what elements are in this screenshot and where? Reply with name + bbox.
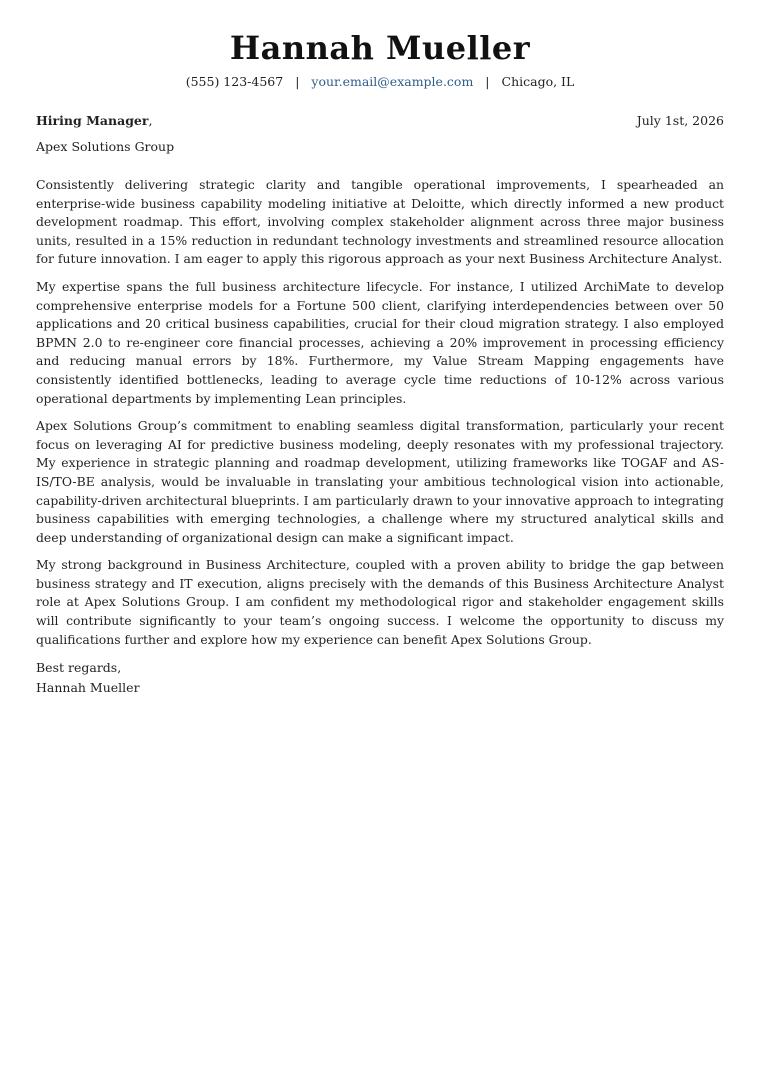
contact-separator: | — [485, 74, 490, 89]
recipient-comma: , — [148, 113, 153, 128]
letter-header — [36, 28, 724, 90]
contact-line — [36, 74, 724, 90]
letter-date: July 1st, 2026 — [636, 113, 724, 128]
phone-number: (555) 123-4567 — [185, 74, 284, 89]
recipient-title — [36, 112, 152, 130]
closing-signature: Hannah Mueller — [36, 680, 140, 696]
body-paragraph: Apex Solutions Group’s commitment to enabling seamless digital transformation, particularly your recent focus on leveraging AI for predictive business modeling, deeply resonates with my professional trajectory. My experience in strategic planning and roadmap development, utilizing frameworks like TOGAF and AS-IS/TO-BE analysis, would be invaluable in translating your ambitious technological vision into actionable, capability-driven architectural blueprints. I am particularly drawn to your innovative approach to integrating business capabilities with emerging technologies, a challenge where my structured analytical skills and deep understanding of organizational design can make a significant impact. — [36, 418, 724, 545]
email-link[interactable]: your.email@example.com — [311, 74, 474, 89]
contact-separator: | — [295, 74, 300, 89]
body-paragraph: My expertise spans the full business architecture lifecycle. For instance, I utilized ArchiMate to develop comprehensive enterprise models for a Fortune 500 client, clarifying interdependencies between over 50 applications and 20 critical business capabilities, crucial for their cloud migration strategy. I also employed BPMN 2.0 to re-engineer core financial processes, achieving a 20% improvement in processing efficiency and reducing manual errors by 18%. Furthermore, my Value Stream Mapping engagements have consistently identified bottlenecks, leading to average cycle time reductions of 10-12% across various operational departments by implementing Lean principles. — [36, 278, 724, 406]
recipient-company: Apex Solutions Group — [36, 139, 175, 154]
recipient-title-text: Hiring Manager — [36, 113, 149, 128]
letter-closing — [36, 658, 724, 698]
letter-body — [36, 176, 724, 649]
closing-salutation: Best regards, — [36, 660, 122, 676]
body-paragraph: My strong background in Business Architecture, coupled with a proven ability to bridge the gap between business strategy and IT execution, aligns precisely with the demands of this Business Architecture Analyst role at Apex Solutions Group. I am confident my methodological rigor and stakeholder engagement skills will contribute significantly to your team’s ongoing success. I welcome the opportunity to discuss my qualifications further and explore how my experience can benefit Apex Solutions Group. — [36, 557, 724, 647]
recipient-row — [36, 112, 724, 130]
body-paragraph: Consistently delivering strategic clarity and tangible operational improvements, I spearheaded an enterprise-wide business capability modeling initiative at Deloitte, which directly informed a new product development roadmap. This effort, involving complex stakeholder alignment across three major business units, resulted in a 15% reduction in redundant technology investments and streamlined resource allocation for future innovation. I am eager to apply this rigorous approach as your next Business Architecture Analyst. — [36, 177, 724, 267]
location: Chicago, IL — [501, 74, 575, 89]
applicant-name: Hannah Mueller — [229, 29, 531, 67]
